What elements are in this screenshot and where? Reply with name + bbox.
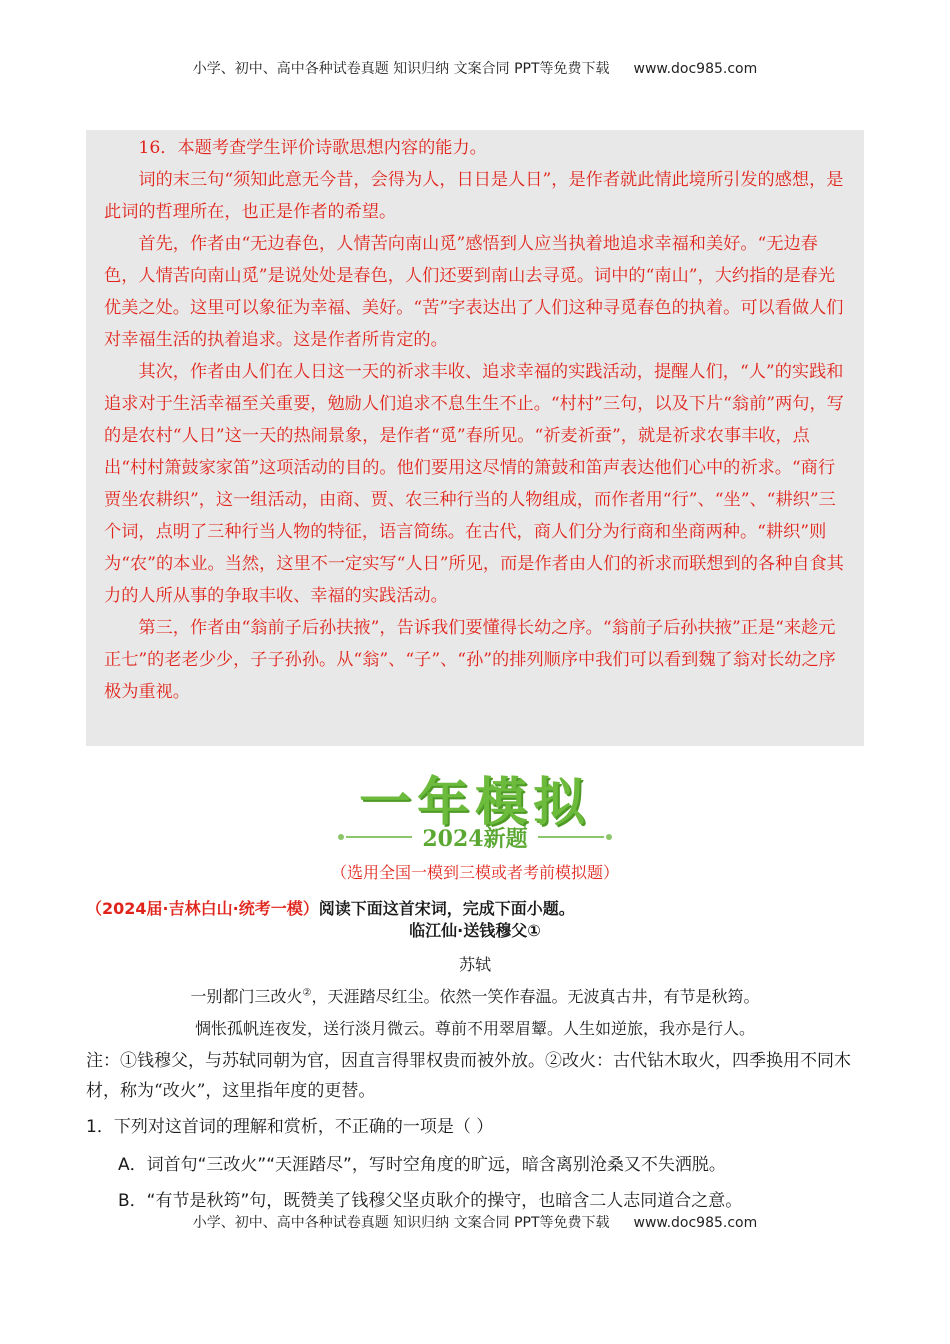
question-source-line [86,896,575,919]
answer-paragraph: 第三，作者由“翁前子后孙扶掖”，告诉我们要懂得长幼之序。“翁前子后孙扶掖”正是“来趁元正七”的老老少少，子子孙孙。从“翁”、“子”、“孙”的排列顺序中我们可以看到魏了翁对长幼之序极为重视。 [104,618,836,702]
footer-url[interactable]: www.doc985.com [633,1215,758,1231]
poem-author: 苏轼 [458,955,491,974]
footnote-marker: ② [302,987,312,999]
banner-subtitle-text: 2024新题 [422,825,528,852]
question-instruction: 阅读下面这首宋词，完成下面小题。 [318,899,575,918]
question-1: 1．下列对这首词的理解和赏析，不正确的一项是（ ） [86,1117,494,1137]
question-source: （2024届·吉林白山·统考一模） [86,899,319,918]
banner-title: 一年模拟 [358,773,591,833]
divider-line [346,836,412,838]
selection-note: （选用全国一模到三模或者考前模拟题） [330,863,619,882]
answer-paragraph: 词的末三句“须知此意无今昔，会得为人，日日是人日”，是作者就此情此境所引发的感想，是此词的哲理所在，也正是作者的希望。 [104,170,844,222]
option-b: B．“有节是秋筠”句，既赞美了钱穆父坚贞耿介的操守，也暗含二人志同道合之意。 [118,1191,743,1211]
poem-line-1 [0,984,950,1007]
header-url[interactable]: www.doc985.com [633,61,758,77]
poem-line-1-a: 一别都门三改火 [190,987,303,1006]
poem-line-2: 惆怅孤帆连夜发，送行淡月微云。尊前不用翠眉颦。人生如逆旅，我亦是行人。 [194,1019,755,1038]
poem-line-1-b: ，天涯踏尽红尘。依然一笑作春温。无波真古井，有节是秋筠。 [311,987,760,1006]
answer-paragraph: 首先，作者由“无边春色，人情苦向南山觅”感悟到人应当执着地追求幸福和美好。“无边春色，人情苦向南山觅”是说处处是春色，人们还要到南山去寻觅。词中的“南山”，大约指的是春光优美之处。这里可以象征为幸福、美好。“苦”字表达出了人们这种寻觅春色的执着。可以看做人们对幸福生活的执着追求。这是作者所肯定的。 [104,234,844,350]
answer-explanation-box [86,130,864,746]
divider-line [538,836,604,838]
poem-title: 临江仙·送钱穆父① [409,921,541,940]
banner-subtitle [0,822,950,852]
page-footer [0,1212,950,1232]
option-a: A．词首句“三改火”“天涯踏尽”，写时空角度的旷远，暗含离别沧桑又不失洒脱。 [118,1155,726,1175]
page-header [0,58,950,78]
footer-text: 小学、初中、高中各种试卷真题 知识归纳 文案合同 PPT等免费下载 [192,1215,610,1231]
poem-notes: 注：①钱穆父，与苏轼同朝为官，因直言得罪权贵而被外放。②改火：古代钻木取火，四季换用不同木材，称为“改火”，这里指年度的更替。 [86,1051,851,1101]
answer-paragraph: 其次，作者由人们在人日这一天的祈求丰收、追求幸福的实践活动，提醒人们，“人”的实践和追求对于生活幸福至关重要，勉励人们追求不息生生不止。“村村”三句，以及下片“翁前”两句，写的是农村“人日”这一天的热闹景象，是作者“觅”春所见。“祈麦祈蚕”，就是祈求农事丰收，点出“村村箫鼓家家笛”这项活动的目的。他们要用这尽情的箫鼓和笛声表达他们心中的祈求。“商行贾坐农耕织”，这一组活动，由商、贾、农三种行当的人物组成，而作者用“行”、“坐”、“耕织”三个词，点明了三种行当人物的特征，语言简练。在古代，商人们分为行商和坐商两种。“耕织”则为“农”的本业。当然，这里不一定实写“人日”所见，而是作者由人们的祈求而联想到的各种自食其力的人所从事的争取丰收、幸福的实践活动。 [104,362,844,606]
answer-paragraph: 16．本题考查学生评价诗歌思想内容的能力。 [138,138,487,158]
header-text: 小学、初中、高中各种试卷真题 知识归纳 文案合同 PPT等免费下载 [192,61,610,77]
